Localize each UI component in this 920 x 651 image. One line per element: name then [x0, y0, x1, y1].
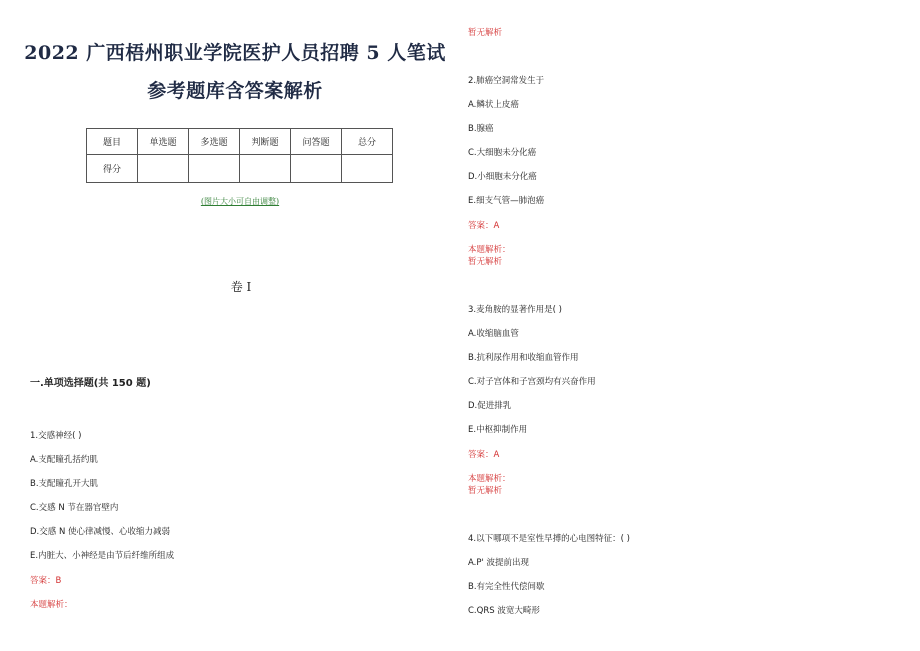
score-table-header: 单选题: [138, 129, 189, 155]
score-table-header: 判断题: [240, 129, 291, 155]
volume-label: 卷 I: [230, 280, 252, 294]
option-b: B.有完全性代偿间歇: [468, 582, 545, 592]
option-a: A.鳞状上皮癌: [468, 100, 519, 110]
score-table-header: 问答题: [291, 129, 342, 155]
document-title-line1: 2022 广西梧州职业学院医护人员招聘 5 人笔试: [24, 42, 446, 64]
option-d: D.交感 N 使心律减慢、心收缩力减弱: [30, 527, 171, 537]
option-c: C.交感 N 节在器官壁内: [30, 503, 119, 513]
score-table-header: 总分: [342, 129, 393, 155]
option-e: E.中枢抑制作用: [468, 425, 528, 435]
score-table-header: 题目: [87, 129, 138, 155]
option-e: E.内脏大、小神经是由节后纤维所组成: [30, 551, 175, 561]
score-table-header: 多选题: [189, 129, 240, 155]
answer-text: 答案：A: [468, 221, 500, 231]
analysis-label: 本题解析：: [468, 245, 511, 255]
analysis-label: 本题解析：: [30, 600, 73, 610]
option-b: B.腺癌: [468, 124, 494, 134]
score-cell: [138, 155, 189, 183]
analysis-text: 暂无解析: [468, 257, 503, 267]
analysis-text: 暂无解析: [468, 28, 503, 38]
score-cell: [291, 155, 342, 183]
score-table-row: [87, 155, 393, 183]
question-stem: 2.肺癌空洞常发生于: [468, 76, 545, 86]
option-b: B.支配瞳孔开大肌: [30, 479, 99, 489]
score-row-label: 得分: [87, 155, 138, 183]
option-b: B.抗利尿作用和收缩血管作用: [468, 353, 579, 363]
option-e: E.细支气管—肺泡癌: [468, 196, 545, 206]
score-cell: [189, 155, 240, 183]
option-a: A.支配瞳孔括约肌: [30, 455, 98, 465]
option-c: C.大细胞未分化癌: [468, 148, 537, 158]
score-table-header-row: [87, 129, 393, 155]
score-cell: [240, 155, 291, 183]
option-c: C.QRS 波宽大畸形: [468, 606, 540, 616]
analysis-text: 暂无解析: [468, 486, 503, 496]
image-size-note: (图片大小可自由调整): [200, 197, 280, 206]
score-cell: [342, 155, 393, 183]
question-stem: 3.麦角胺的显著作用是( ): [468, 305, 562, 315]
option-d: D.促进排乳: [468, 401, 512, 411]
analysis-label: 本题解析：: [468, 474, 511, 484]
option-c: C.对子宫体和子宫颈均有兴奋作用: [468, 377, 596, 387]
option-a: A.P' 波提前出现: [468, 558, 530, 568]
question-stem: 1.交感神经( ): [30, 431, 82, 441]
answer-text: 答案：B: [30, 576, 62, 586]
option-a: A.收缩脑血管: [468, 329, 519, 339]
option-d: D.小细胞未分化癌: [468, 172, 537, 182]
question-stem: 4.以下哪项不是室性早搏的心电图特征：( ): [468, 534, 630, 544]
answer-text: 答案：A: [468, 450, 500, 460]
document-title-line2: 参考题库含答案解析: [147, 80, 323, 102]
score-table: [86, 128, 393, 183]
section-heading: 一.单项选择题(共 150 题): [30, 378, 151, 389]
